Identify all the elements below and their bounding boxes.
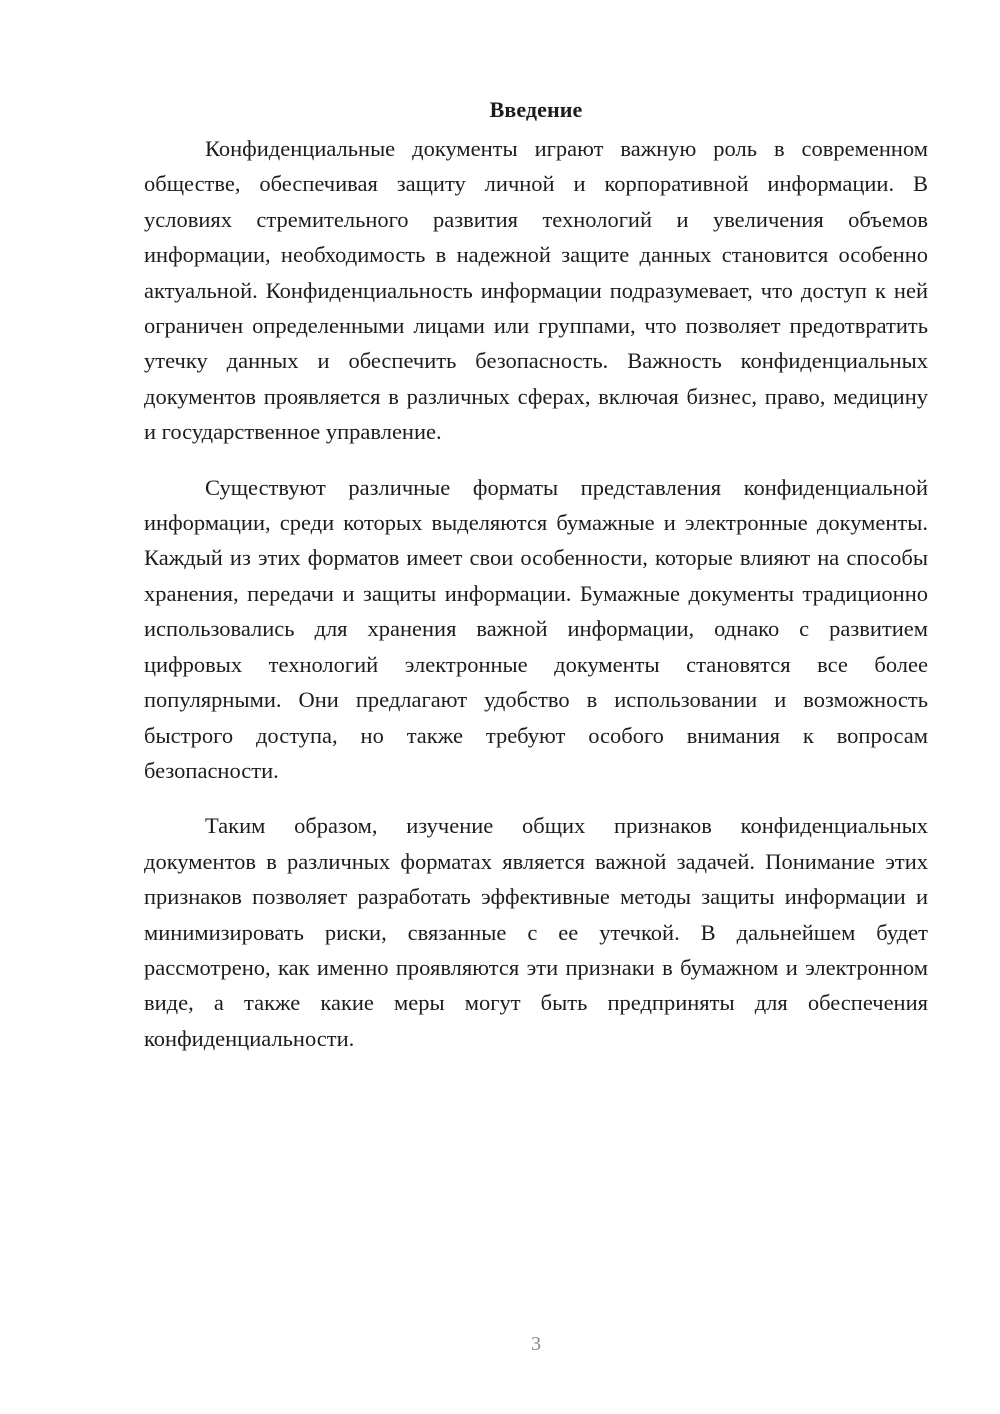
paragraph-2: Существуют различные форматы представления конфиденциальной информации, среди которых выделяются бумажные и электронные документы. Каждый из этих форматов имеет свои особенности, которые влияют на способы хранения, передачи и защиты информации. Бумажные документы традиционно использовались для хранения важной информации, однако с развитием цифровых технологий электронные документы становятся все более популярными. Они предлагают удобство в использовании и возможность быстрого доступа, но также требуют особого внимания к вопросам безопасности. bbox=[144, 474, 928, 783]
page-content bbox=[144, 92, 928, 1056]
page-number: 3 bbox=[531, 1333, 541, 1355]
paragraph-3: Таким образом, изучение общих признаков конфиденциальных документов в различных форматах является важной задачей. Понимание этих признаков позволяет разработать эффективные методы защиты информации и минимизировать риски, связанные с ее утечкой. В дальнейшем будет рассмотрено, как именно проявляются эти признаки в бумажном и электронном виде, а также какие меры могут быть предприняты для обеспечения конфиденциальности. bbox=[144, 813, 928, 1051]
paragraph-1: Конфиденциальные документы играют важную роль в современном обществе, обеспечивая защиту личной и корпоративной информации. В условиях стремительного развития технологий и увеличения объемов информации, необходимость в надежной защите данных становится особенно актуальной. Конфиденциальность информации подразумевает, что доступ к ней ограничен определенными лицами или группами, что позволяет предотвратить утечку данных и обеспечить безопасность. Важность конфиденциальных документов проявляется в различных сферах, включая бизнес, право, медицину и государственное управление. bbox=[144, 136, 928, 445]
section-heading: Введение bbox=[489, 97, 583, 122]
